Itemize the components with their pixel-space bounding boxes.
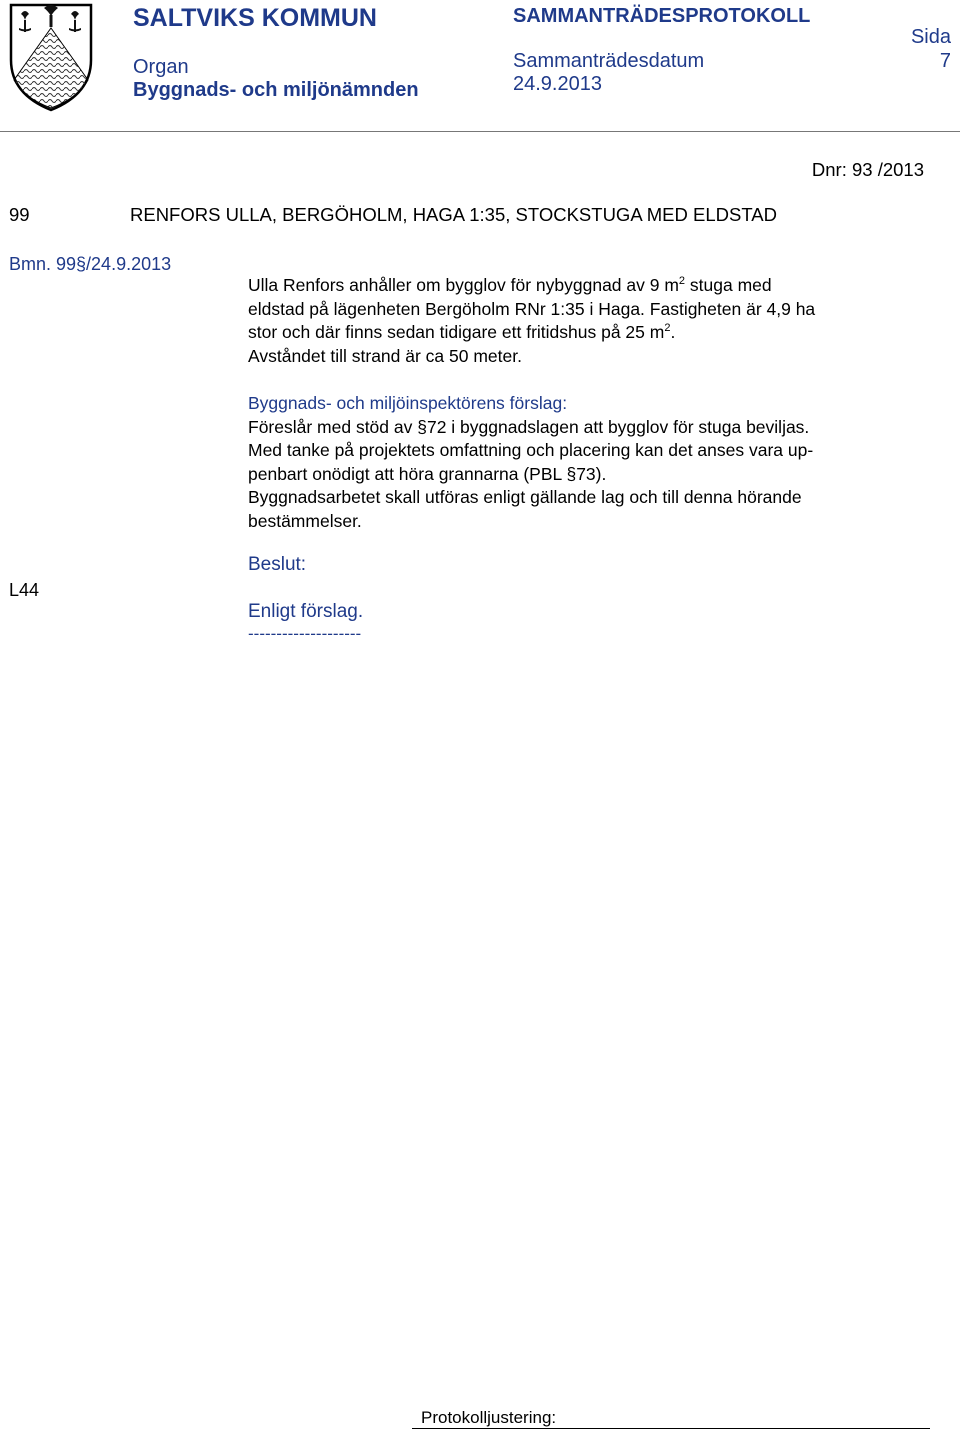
decision-text: Enligt förslag. <box>248 601 364 622</box>
diary-number: Dnr: 93 /2013 <box>811 159 924 180</box>
section-title: RENFORS ULLA, BERGÖHOLM, HAGA 1:35, STOCKSTUGA MED ELDSTAD <box>130 204 777 225</box>
proposal-line-2: Med tanke på projektets omfattning och placering kan det anses vara up- <box>248 440 814 460</box>
decision-rule: -------------------- <box>248 624 362 643</box>
document-type: SAMMANTRÄDESPROTOKOLL <box>513 5 811 27</box>
organ-label: Organ <box>133 56 189 78</box>
signature-line <box>412 1428 930 1429</box>
intro-line-4: Avståndet till strand är ca 50 meter. <box>248 345 522 366</box>
proposal-line-3: penbart onödigt att höra grannarna (PBL §73). <box>248 463 607 484</box>
section-number: 99 <box>9 204 30 225</box>
page-label: Sida <box>910 26 951 48</box>
header-divider <box>0 131 960 132</box>
proposal-line-1: Föreslår med stöd av §72 i byggnadslagen att bygglov för stuga beviljas. <box>248 416 810 437</box>
municipal-coat-of-arms-icon <box>8 2 94 112</box>
proposal-section <box>248 392 813 533</box>
section-reference: Bmn. 99§/24.9.2013 <box>9 254 172 274</box>
proposal-line-5: bestämmelser. <box>248 510 362 531</box>
proposal-heading: Byggnads- och miljöinspektörens förslag: <box>248 393 568 413</box>
proposal-line-4: Byggnadsarbetet skall utföras enligt gällande lag och till denna hörande <box>248 487 802 507</box>
intro-line-2: eldstad på lägenheten Bergöholm RNr 1:35 i Haga. Fastigheten är 4,9 ha <box>248 298 816 319</box>
intro-paragraph <box>248 274 815 368</box>
municipality-name: SALTVIKS KOMMUN <box>133 4 377 32</box>
verification-label: Protokolljustering: <box>421 1408 557 1427</box>
margin-note: L44 <box>9 580 40 600</box>
decision-heading: Beslut: <box>248 554 307 575</box>
intro-line-3: stor och där finns sedan tidigare ett fritidshus på 25 $m^2$. <box>248 322 676 342</box>
meeting-date: 24.9.2013 <box>513 73 602 95</box>
page-number: 7 <box>939 50 951 72</box>
intro-line-1: Ulla Renfors anhåller om bygglov för nybyggnad av 9 $m^2$ stuga med <box>248 275 772 295</box>
meeting-date-label: Sammanträdesdatum <box>513 50 705 72</box>
organ-name: Byggnads- och miljönämnden <box>133 79 419 101</box>
